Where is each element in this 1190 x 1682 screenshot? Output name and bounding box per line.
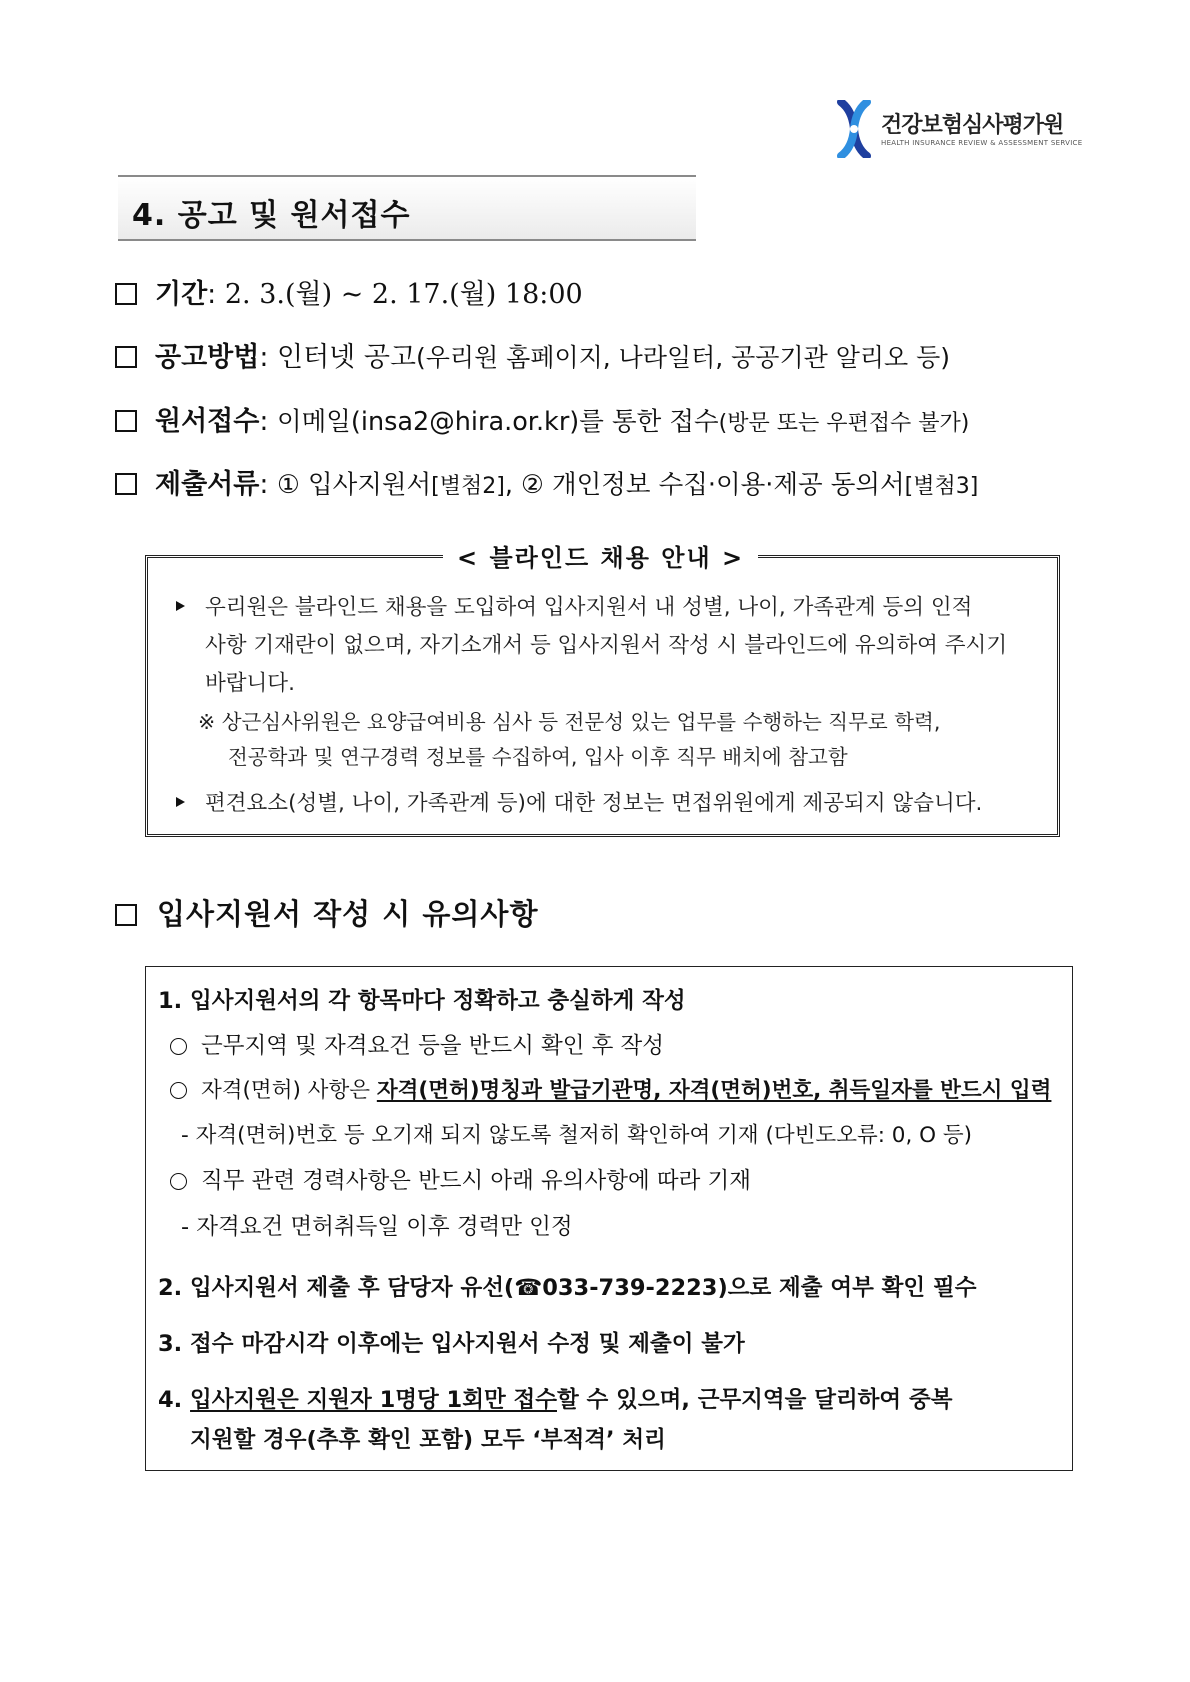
item-label: 기간 [155, 279, 208, 310]
item-label: 제출서류 [155, 469, 260, 500]
notice-sub-item: 직무 관련 경력사항은 반드시 아래 유의사항에 따라 기재 [170, 1163, 751, 1195]
notice-item-4-cont: 지원할 경우(추후 확인 포함) 모두 ‘부적격’ 처리 [190, 1427, 666, 1453]
notice-sub-item: 근무지역 및 자격요건 등을 반드시 확인 후 작성 [170, 1028, 664, 1060]
item-value: 인터넷 공고 [277, 342, 417, 373]
attachment-ref: [별첨2] [431, 474, 505, 499]
notice-box [145, 966, 1073, 1471]
checkbox-icon [115, 410, 137, 432]
item-label: 원서접수 [155, 406, 260, 437]
blind-note-line: ※ 상근심사위원은 요양급여비용 심사 등 전문성 있는 업무를 수행하는 직무로 학력, [198, 710, 941, 734]
item-announcement: 공고방법: 인터넷 공고(우리원 홈페이지, 나라일터, 공공기관 알리오 등) [115, 340, 950, 376]
item-value: ① 입사지원서 [277, 470, 432, 500]
notice-title: 입사지원서 작성 시 유의사항 [157, 897, 539, 931]
bullet-icon [176, 797, 185, 807]
notice-heading [115, 892, 538, 933]
item-note: (우리원 홈페이지, 나라일터, 공공기관 알리오 등) [416, 343, 951, 372]
checkbox-icon [115, 283, 137, 305]
notice-item-2: 2. 입사지원서 제출 후 담당자 유선(☎033-739-2223)으로 제출 여부 확인 필수 [158, 1275, 977, 1301]
org-name-en: HEALTH INSURANCE REVIEW & ASSESSMENT SERVICE [881, 139, 1083, 147]
checkbox-icon [115, 473, 137, 495]
notice-item-3: 3. 접수 마감시각 이후에는 입사지원서 수정 및 제출이 불가 [158, 1331, 745, 1357]
notice-item-4: 4. 입사지원은 지원자 1명당 1회만 접수할 수 있으며, 근무지역을 달리하여 중복 [158, 1387, 953, 1413]
notice-sub-note: - 자격요건 면허취득일 이후 경력만 인정 [181, 1214, 573, 1240]
attachment-ref: [별첨3] [904, 474, 979, 499]
underlined-emphasis: 입사지원은 지원자 1명당 1회만 접수 [190, 1387, 557, 1413]
circle-bullet-icon [170, 1038, 187, 1055]
notice-item-1: 1. 입사지원서의 각 항목마다 정확하고 충실하게 작성 [158, 988, 686, 1014]
org-name-ko: 건강보험심사평가원 [881, 113, 1064, 138]
notice-sub-item: 자격(면허) 사항은 자격(면허)명칭과 발급기관명, 자격(면허)번호, 취득일자를 반드시 입력 [170, 1073, 1051, 1104]
section-title-box [118, 175, 696, 241]
blind-text-line: 우리원은 블라인드 채용을 도입하여 입사지원서 내 성별, 나이, 가족관계 등의 인적 [176, 590, 972, 621]
section-title: 4. 공고 및 원서접수 [132, 198, 411, 233]
item-label: 공고방법 [155, 342, 260, 373]
blind-hiring-title: < 블라인드 채용 안내 > [443, 538, 758, 573]
checkbox-icon [115, 346, 137, 368]
circle-bullet-icon [170, 1173, 187, 1190]
blind-text-line: 바랍니다. [205, 671, 295, 696]
blind-text-line: 사항 기재란이 없으며, 자기소개서 등 입사지원서 작성 시 블라인드에 유의하여 주시기 [205, 633, 1008, 658]
item-value: , ② 개인정보 수집·이용·제공 동의서 [504, 470, 905, 500]
blind-text-line: 편견요소(성별, 나이, 가족관계 등)에 대한 정보는 면접위원에게 제공되지 않습니다. [176, 786, 982, 817]
blind-hiring-box [145, 544, 1060, 837]
item-documents: 제출서류: ① 입사지원서[별첨2], ② 개인정보 수집·이용·제공 동의서[별첨3] [115, 467, 978, 505]
logo-mark-icon [835, 100, 873, 158]
item-period: 기간: 2. 3.(월) ~ 2. 17.(월) 18:00 [115, 277, 583, 313]
bullet-icon [176, 601, 185, 611]
underlined-emphasis: 자격(면허)명칭과 발급기관명, 자격(면허)번호, 취득일자를 반드시 입력 [376, 1078, 1052, 1103]
blind-note-line: 전공학과 및 연구경력 정보를 수집하여, 입사 이후 직무 배치에 참고함 [228, 745, 848, 769]
org-logo [835, 100, 1083, 160]
checkbox-icon [115, 904, 137, 926]
item-value: 이메일(insa2@hira.or.kr)를 통한 접수 [277, 407, 719, 437]
item-value: 2. 3.(월) ~ 2. 17.(월) 18:00 [224, 279, 583, 310]
item-application: 원서접수: 이메일(insa2@hira.or.kr)를 통한 접수(방문 또는 우편접수 불가) [115, 404, 969, 442]
circle-bullet-icon [170, 1082, 187, 1099]
notice-sub-note: - 자격(면허)번호 등 오기재 되지 않도록 철저히 확인하여 기재 (다빈도오류: 0, O 등) [181, 1123, 973, 1148]
item-note: (방문 또는 우편접수 불가) [718, 411, 970, 436]
